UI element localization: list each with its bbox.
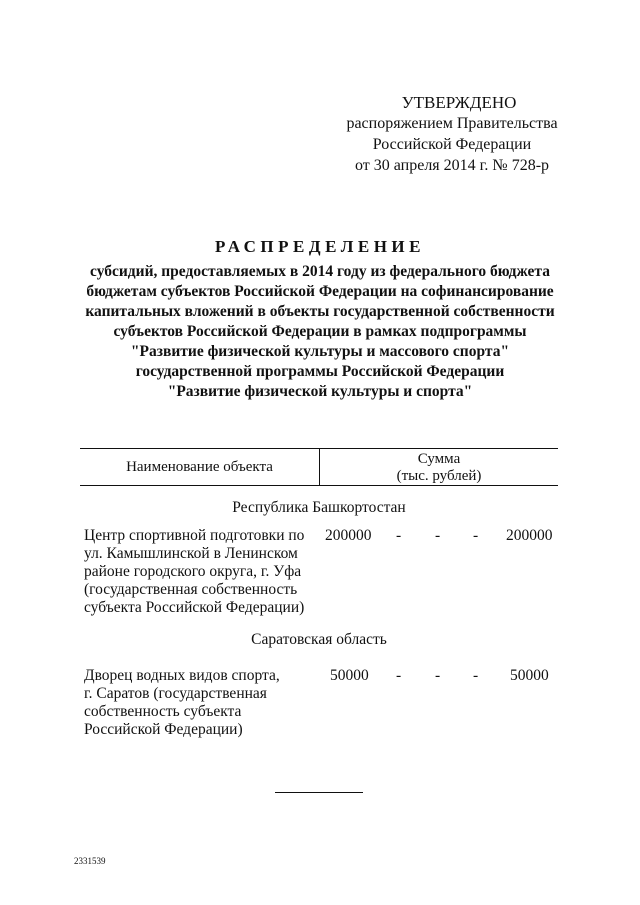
region-heading: Саратовская область	[251, 631, 387, 648]
subtitle-line: субсидий, предоставляемых в 2014 году из федерального бюджета	[90, 263, 550, 280]
object-line: районе городского округа, г. Уфа	[84, 563, 302, 580]
amount-dash: -	[473, 667, 479, 684]
document-subtitle	[60, 262, 580, 402]
object-line: (государственная собственность	[84, 581, 298, 598]
amount-value: 200000	[325, 527, 372, 544]
object-line: г. Саратов (государственная	[84, 685, 267, 702]
subtitle-line: капитальных вложений в объекты государственной собственности	[85, 303, 555, 320]
amount-dash: -	[396, 527, 402, 544]
amount-total: 200000	[506, 527, 553, 544]
amount-total: 50000	[510, 667, 549, 684]
amount-dash: -	[435, 527, 441, 544]
approval-line: Российской Федерации	[372, 136, 532, 153]
subtitle-line: "Развитие физической культуры и спорта"	[167, 383, 473, 400]
subtitle-line: "Развитие физической культуры и массового спорта"	[130, 343, 510, 360]
object-description	[84, 667, 314, 739]
document-number: 2331539	[74, 856, 106, 866]
region-heading: Республика Башкортостан	[232, 499, 406, 516]
object-line: Российской Федерации)	[84, 721, 243, 738]
amount-dash: -	[435, 667, 441, 684]
object-line: Центр спортивной подготовки по	[84, 527, 305, 544]
object-description	[84, 527, 314, 617]
approval-line: распоряжением Правительства	[346, 115, 558, 132]
object-line: субъекта Российской Федерации)	[84, 599, 305, 616]
subtitle-line: государственной программы Российской Федерации	[135, 363, 505, 380]
object-line: Дворец водных видов спорта,	[84, 667, 280, 684]
amount-value: 50000	[330, 667, 369, 684]
sum-header-line: Сумма	[417, 451, 461, 467]
subtitle-line: субъектов Российской Федерации в рамках подпрограммы	[113, 323, 527, 340]
approval-stamp	[334, 92, 570, 176]
column-header-sum	[320, 451, 558, 485]
approval-heading: УТВЕРЖДЕНО	[401, 93, 517, 112]
table-header	[80, 448, 558, 486]
end-separator-line	[275, 792, 363, 793]
approval-line: от 30 апреля 2014 г. № 728-р	[354, 157, 550, 174]
subtitle-line: бюджетам субъектов Российской Федерации на софинансирование	[86, 283, 554, 300]
object-line: собственность субъекта	[84, 703, 242, 720]
sum-header-unit: (тыс. рублей)	[396, 468, 482, 484]
document-title: РАСПРЕДЕЛЕНИЕ	[215, 237, 425, 256]
column-header-name: Наименование объекта	[126, 459, 273, 475]
amount-dash: -	[473, 527, 479, 544]
object-line: ул. Камышлинской в Ленинском	[84, 545, 298, 562]
amount-dash: -	[396, 667, 402, 684]
